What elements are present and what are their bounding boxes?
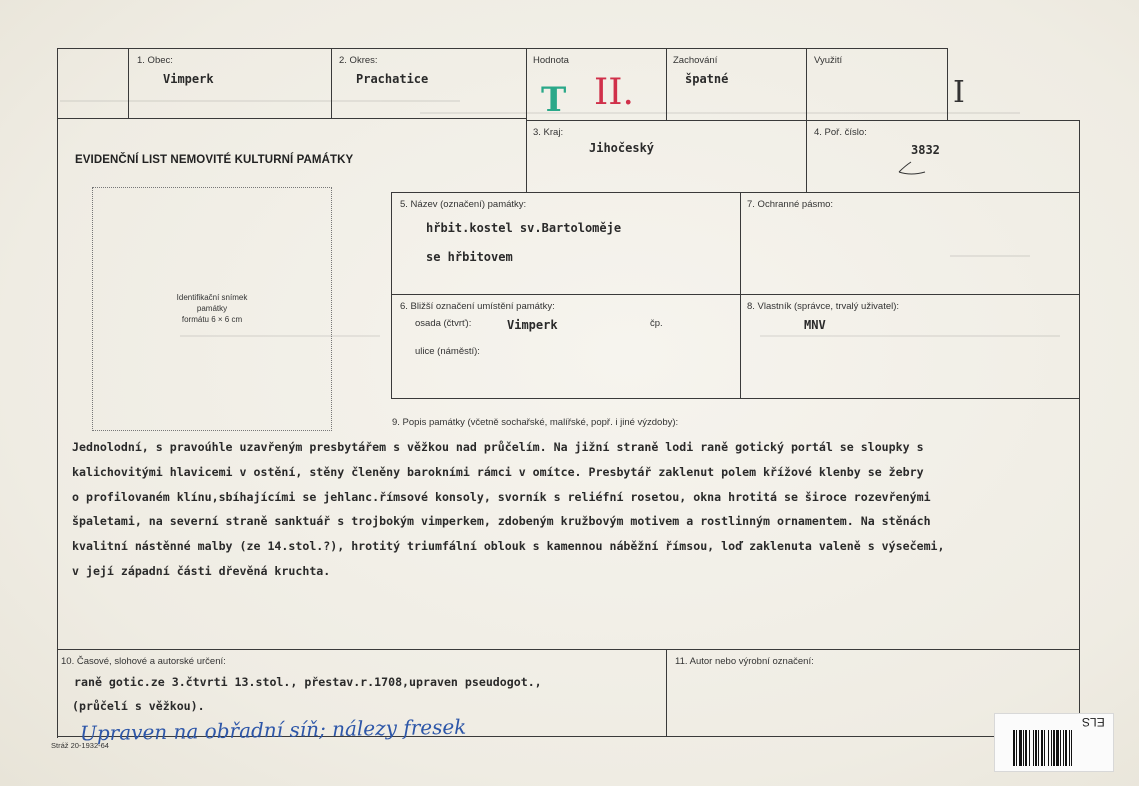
okres-label: 2. Okres:	[339, 55, 378, 66]
hodnota-value: II.	[594, 72, 634, 113]
popis-line: o profilovaném klínu,sbíhajícími se jehlanc.římsové konsoly, svorník s reliéfní rosetou, okna hrotitá se široce rozevřenými	[72, 489, 931, 504]
obec-label: 1. Obec:	[137, 55, 173, 66]
casove-line-2: (průčelí s věžkou).	[72, 699, 205, 713]
barcode-bar	[1016, 730, 1017, 766]
nazev-line-2: se hřbitovem	[426, 250, 513, 264]
vyuziti-label: Využití	[814, 55, 843, 66]
barcode-sticker	[994, 713, 1114, 772]
barcode-bar	[1051, 730, 1052, 766]
photo-placeholder	[92, 187, 332, 431]
barcode-bar	[1033, 730, 1034, 766]
zachovani-value: špatné	[685, 72, 729, 86]
cp-label: čp.	[650, 318, 663, 329]
okres-value: Prachatice	[356, 72, 429, 86]
popis-line: v její západní části dřevěná kruchta.	[72, 563, 331, 578]
ulice-label: ulice (náměstí):	[415, 346, 480, 357]
casove-line-1: raně gotic.ze 3.čtvrti 13.stol., přestav.r.1708,upraven pseudogot.,	[74, 675, 542, 689]
handwritten-note: Upraven na obřadní síň; nálezy fresek	[79, 714, 467, 746]
zachovani-label: Zachování	[673, 55, 718, 66]
photo-caption-line: formátu 6 × 6 cm	[181, 315, 243, 324]
osada-label: osada (čtvrť):	[415, 318, 472, 329]
casove-label: 10. Časové, slohové a autorské určení:	[61, 656, 226, 667]
obec-value: Vimperk	[163, 72, 214, 86]
nazev-label: 5. Název (označení) památky:	[400, 199, 527, 210]
barcode-bar	[1013, 730, 1015, 766]
nazev-line-1: hřbit.kostel sv.Bartoloměje	[426, 221, 622, 235]
kraj-value: Jihočeský	[589, 141, 655, 155]
vlastnik-value: MNV	[804, 318, 826, 332]
barcode-icon	[1013, 730, 1103, 766]
barcode-bar	[1044, 730, 1045, 766]
handwritten-check-mark	[897, 160, 927, 176]
barcode-bar	[1060, 730, 1061, 766]
barcode-bar	[1029, 730, 1030, 766]
popis-line: Jednolodní, s pravoúhle uzavřeným presbytářem s věžkou nad průčelím. Na jižní straně lodi raně gotický portál se sloupky s	[72, 440, 924, 454]
popis-label: 9. Popis památky (včetně sochařské, malířské, popř. i jiné výzdoby):	[392, 417, 679, 428]
por-cislo-label: 4. Poř. číslo:	[814, 127, 867, 138]
barcode-bar	[1063, 730, 1064, 766]
barcode-bar	[1023, 730, 1024, 766]
barcode-bar	[1048, 730, 1049, 766]
barcode-bar	[1025, 730, 1027, 766]
barcode-bar	[1041, 730, 1043, 766]
popis-line: špaletami, na severní straně sanktuář s trojbokým vimperkem, zdobeným kružbovým motivem a rostlinným ornamentem. Na stěnách	[72, 514, 931, 529]
barcode-bar	[1056, 730, 1059, 766]
photo-caption-line: Identifikační snímek	[176, 293, 248, 302]
barcode-bar	[1019, 730, 1022, 766]
popis-line: kvalitní nástěnné malby (ze 14.stol.?), hrotitý triumfální oblouk s kamennou náběžní římsou, loď zaklenuta valeně s výsečemi,	[72, 539, 945, 554]
green-stamp-mark: T	[541, 80, 567, 120]
umisteni-label: 6. Bližší označení umístění památky:	[400, 301, 555, 312]
popis-line: kalichovitými hlavicemi v ostění, stěny členěny barokními rámci v omítce. Presbytář zaklenut polem křížové klenby se žebry	[72, 464, 924, 479]
barcode-bar	[1071, 730, 1072, 766]
barcode-bar	[1035, 730, 1037, 766]
barcode-bar	[1065, 730, 1067, 766]
vlastnik-label: 8. Vlastník (správce, trvalý uživatel):	[747, 301, 900, 312]
print-code: Stráž 20-1932-64	[51, 741, 109, 750]
hodnota-label: Hodnota	[533, 55, 569, 66]
form-title: EVIDENČNÍ LIST NEMOVITÉ KULTURNÍ PAMÁTKY	[75, 154, 354, 166]
barcode-bar	[1069, 730, 1070, 766]
ochranne-pasmo-label: 7. Ochranné pásmo:	[747, 199, 834, 210]
kraj-label: 3. Kraj:	[533, 127, 564, 138]
vyuziti-value: I	[953, 75, 965, 110]
popis-text	[72, 435, 1072, 584]
photo-caption-line: památky	[196, 304, 228, 313]
barcode-bar	[1053, 730, 1055, 766]
barcode-bar	[1038, 730, 1039, 766]
autor-label: 11. Autor nebo výrobní označení:	[675, 656, 814, 667]
osada-value: Vimperk	[507, 318, 558, 332]
por-cislo-value: 3832	[911, 143, 940, 157]
barcode-label: ELS	[1082, 715, 1105, 729]
